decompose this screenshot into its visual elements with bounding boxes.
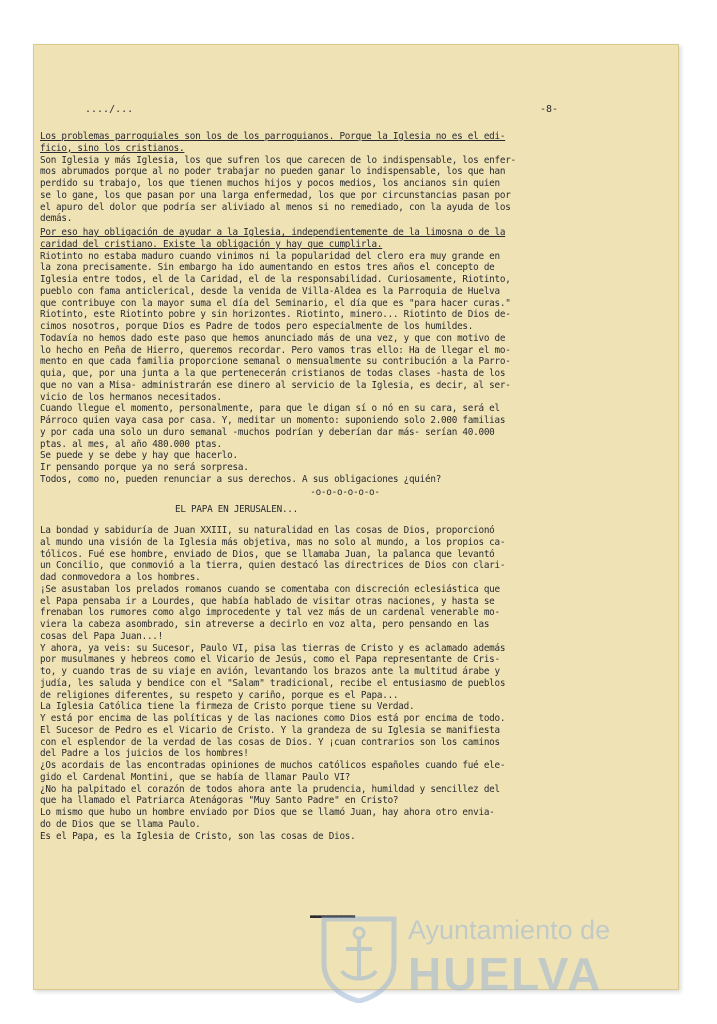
text-line: el apuro del dolor que podría ser aliviado al menos si no remediado, con la ayuda de los xyxy=(40,201,511,213)
text-line: del Padre a los juicios de los hombres! xyxy=(40,748,249,760)
text-line: quia, que, por una junta a la que pertenecerán cristianos de todas clases -hasta de los xyxy=(40,368,506,379)
text-line: viera la cabeza asombrado, sin atreverse a decirlo en voz alta, pero pensando en las xyxy=(40,619,490,630)
text-line: Lo mismo que hubo un hombre enviado por Dios que se llamó Juan, hay ahora otro envia- xyxy=(40,807,495,818)
text-line: cimos nosotros, porque Dios es Padre de todos pero especialmente de los humildes. xyxy=(40,321,474,332)
text-line: Todavía no hemos dado este paso que hemos anunciado más de una vez, y que con motivo de xyxy=(40,332,506,344)
document-body xyxy=(40,131,640,842)
text-line: Iglesia entre todos, el de la Caridad, el de la responsabilidad. Curiosamente, Riotinto, xyxy=(40,274,511,285)
city-shield-icon xyxy=(318,915,400,1003)
text-line: por musulmanes y hebreos como el Vicario de Jesús, como el Papa representante de Cris- xyxy=(40,654,500,666)
text-line: ficio, sino los cristianos. xyxy=(40,142,185,154)
text-line: Y ahora, ya veis: su Sucesor, Paulo VI, pisa las tierras de Cristo y es aclamado además xyxy=(40,642,506,654)
text-line: cosas del Papa Juan...! xyxy=(40,630,163,642)
text-line: to, y cuando tras de su viaje en avión, levantando los brazos ante la multitud árabe y xyxy=(40,666,500,677)
text-line: ¿Os acordais de las encontradas opiniones de muchos católicos españoles cuando fué ele- xyxy=(40,760,506,771)
section-pope-jerusalem xyxy=(40,525,640,842)
text-line: ¡Se asustaban los prelados romanos cuando se comentaba con discreción eclesiástica que xyxy=(40,583,500,595)
text-line: al mundo una visión de la Iglesia más objetiva, mas no solo al mundo, a los propios ca- xyxy=(40,536,506,548)
watermark-line2: HUELVA xyxy=(408,948,603,1000)
text-line: Y está por encima de las políticas y de las naciones como Dios está por encima de todo. xyxy=(40,713,506,724)
text-line: la zona precisamente. Sin embargo ha ido aumentando en estos tres años el concepto de xyxy=(40,262,495,274)
watermark xyxy=(300,905,690,1005)
text-line: Por eso hay obligación de ayudar a la Iglesia, independientemente de la limosna o de la xyxy=(40,227,506,238)
text-line: do de Dios que se llama Paulo. xyxy=(40,818,201,830)
text-line: de religiones diferentes, su respeto y cariño, porque es el Papa... xyxy=(40,689,399,701)
text-line: Son Iglesia y más Iglesia, los que sufren los que carecen de lo indispensable, los enfer- xyxy=(40,154,516,166)
text-line: La Iglesia Católica tiene la firmeza de Cristo porque tiene su Verdad. xyxy=(40,701,415,713)
text-line: Cuando llegue el momento, personalmente, para que le digan sí o nó en su cara, será el xyxy=(40,403,500,415)
text-line: Todos, como no, pueden renunciar a sus derechos. A sus obligaciones ¿quién? xyxy=(40,473,442,485)
text-line: vicio de los hermanos necesitados. xyxy=(40,391,222,403)
text-line: y por cada una solo un duro semanal -muchos podrían y deberían dar más- serían 40.000 xyxy=(40,426,495,438)
text-line: ¿No ha palpitado el corazón de todos ahora ante la prudencia, humildad y sencillez del xyxy=(40,783,500,795)
text-line: un Concilio, que conmovió a la tierra, quien destacó las directrices de Dios con clari- xyxy=(40,560,506,572)
watermark-line1: Ayuntamiento de xyxy=(408,915,611,945)
text-line: El Sucesor de Pedro es el Vicario de Cristo. Y la grandeza de su Iglesia se manifiesta xyxy=(40,724,500,736)
text-line: demás. xyxy=(40,213,73,225)
text-line: tólicos. Fué ese hombre, enviado de Dios, que se llamaba Juan, la palanca que levantó xyxy=(40,548,495,560)
section-parish-problems xyxy=(40,131,640,486)
text-line: Es el Papa, es la Iglesia de Cristo, son las cosas de Dios. xyxy=(40,830,356,842)
text-line: Párroco quien vaya casa por casa. Y, meditar un momento: suponiendo solo 2.000 familias xyxy=(40,415,506,426)
text-line: Riotinto no estaba maduro cuando vinimos ni la popularidad del clero era muy grande en xyxy=(40,250,500,262)
text-line: dad conmovedora a los hombres. xyxy=(40,572,201,583)
text-line: caridad del cristiano. Existe la obligación y hay que cumplirla. xyxy=(40,238,383,250)
text-line: mos abrumados porque al no poder trabajar no pueden ganar lo indispensable, los que han xyxy=(40,166,506,178)
section-title: EL PAPA EN JERUSALEN... xyxy=(175,504,298,516)
text-line: lo hecho en Peña de Hierro, queremos recordar. Pero vamos tras ello: Ha de llegar el mo- xyxy=(40,344,511,356)
text-line: Riotinto, este Riotinto pobre y sin horizontes. Riotinto, minero... Riotinto de Dios de- xyxy=(40,309,511,321)
text-line: el Papa pensaba ir a Lourdes, que había hablado de visitar otras naciones, y hasta se xyxy=(40,595,495,607)
separator: -o-o-o-o-o-o- xyxy=(310,486,380,498)
text-line: Ir pensando porque ya no será sorpresa. xyxy=(40,462,249,473)
text-line: perdido su trabajo, los que tienen muchos hijos y pocos medios, los ancianos sin quien xyxy=(40,178,500,189)
text-line: que ha llamado el Patriarca Atenágoras "Muy Santo Padre" en Cristo? xyxy=(40,795,399,807)
text-line: ptas. al mes, al año 480.000 ptas. xyxy=(40,438,222,450)
text-line: que contribuye con la mayor suma el día del Seminario, el día que es "para hacer curas." xyxy=(40,297,511,309)
text-line: Los problemas parroquiales son los de los parroquianos. Porque la Iglesia no es el edi- xyxy=(40,131,506,142)
text-line: pueblo con fama anticlerical, desde la venida de Villa-Aldea es la Parroquia de Huelva xyxy=(40,285,500,297)
text-line: La bondad y sabiduría de Juan XXIII, su naturalidad en las cosas de Dios, proporcionó xyxy=(40,525,495,536)
page-reference: ..../... xyxy=(85,104,134,115)
text-line: se lo gane, los que pasan por una larga enfermedad, los que por circunstancias pasan por xyxy=(40,189,511,201)
text-line: frenaban los rumores como algo improcedente y tal vez más de un cardenal venerable mo- xyxy=(40,607,500,619)
text-line: gido el Cardenal Montini, que se había de llamar Paulo VI? xyxy=(40,771,351,783)
text-line: Se puede y se debe y hay que hacerlo. xyxy=(40,450,238,462)
text-line: con el esplendor de la verdad de las cosas de Dios. Y ¡cuan contrarios son los caminos xyxy=(40,736,500,748)
page-number: -8- xyxy=(540,104,559,115)
text-line: judía, les saluda y bendice con el "Salam" tradicional, recibe el entusiasmo de pueblos xyxy=(40,677,506,689)
text-line: mento en que cada familia proporcione semanal o mensualmente su contribución a la Parro- xyxy=(40,356,511,368)
decorative-border-mark: ▬▬▬▬▬▬▬▬▬▬ xyxy=(310,912,355,922)
text-line: que no van a Misa- administrarán ese dinero al servicio de la Iglesia, es decir, al ser- xyxy=(40,379,511,391)
